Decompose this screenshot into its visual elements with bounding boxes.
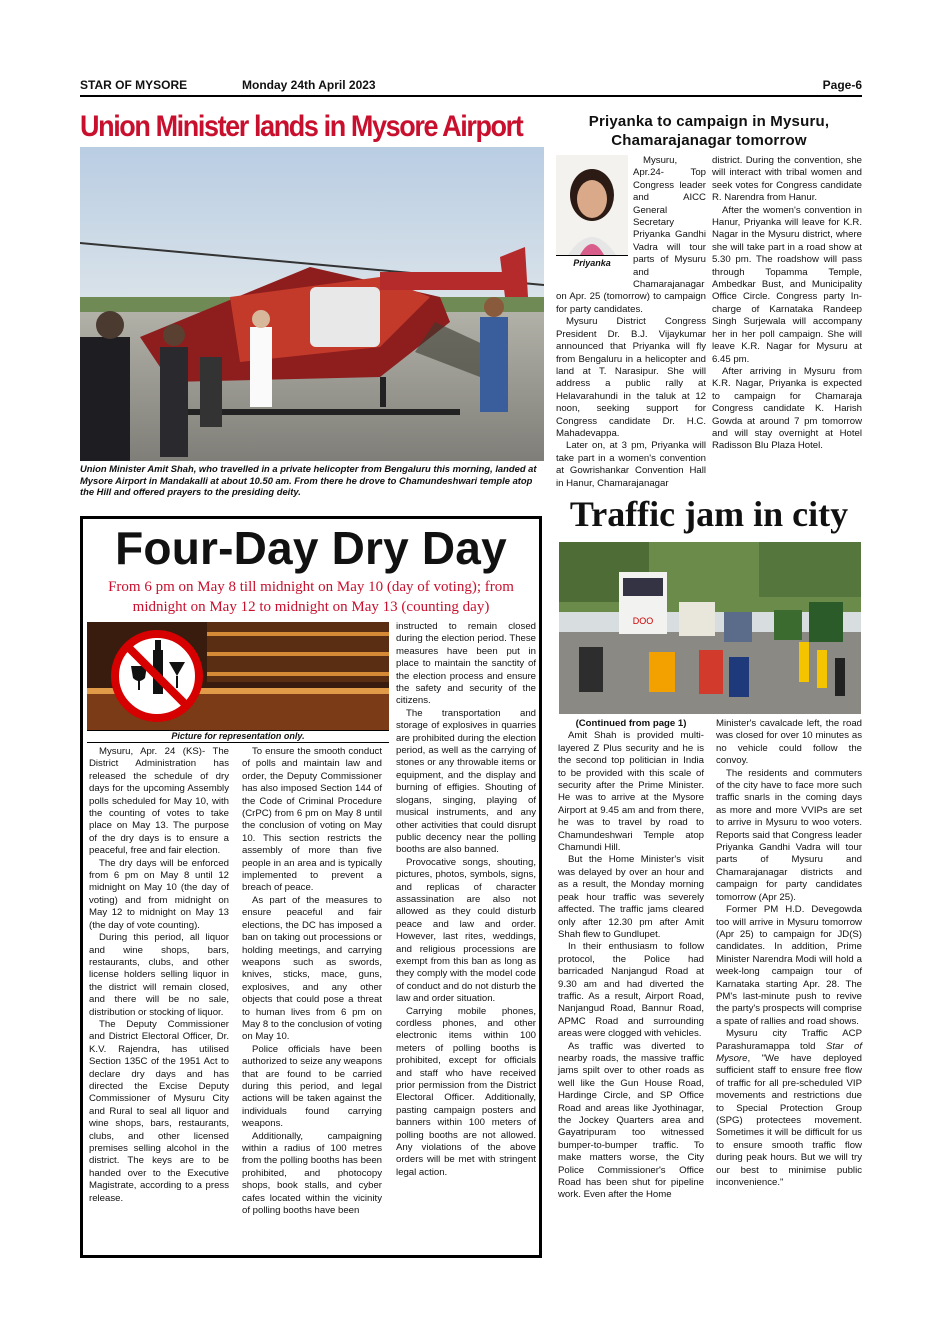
- continued-note: (Continued from page 1): [575, 718, 687, 729]
- dry-col3-para3: Provocative songs, shouting, pictures, photos, symbols, signs, and replicas of character assassination are also not allowed as they could disturb peace and law and order. However, last rites, weddings, and religious processions are exempt from this ban as long as they comply with the model code of conduct and do not disturb the law and order situation.: [396, 856, 536, 1005]
- lead-headline: Union Minister lands in Mysore Airport: [80, 110, 523, 143]
- dry-col2-para3: Police officials have been authorized to seize any weapons that are found to be carried during this period, and legal actions will be taken against the individuals found carrying weapons.: [242, 1043, 382, 1130]
- priyanka-headline-line2: Chamarajanagar tomorrow: [611, 132, 807, 149]
- dry-col1-para2: The dry days will be enforced from 6 pm on May 8 until 12 midnight on May 10 (the day of voting) and from midnight on May 12 to midnight on May 13 (the day of vote counting).: [89, 857, 229, 931]
- priyanka-headline: [556, 112, 862, 150]
- traffic-photo: [559, 542, 861, 714]
- priyanka-portrait: [556, 155, 628, 255]
- traffic-col1-para1: Amit Shah is provided multi-layered Z Plus security and he is the second top politician in India to be provided with this scale of security after the Prime Minister. He was to arrive at the Mysore Airport at 9.45 am and from there, he was to travel by road to Chamundeshwari Temple atop Chamundi Hill.: [558, 730, 704, 854]
- dry-col1-para3: During this period, all liquor and wine shops, bars, restaurants, clubs, and other license holders selling liquor in the district will remain closed, and there will be no sale, distribution or stocking of liquor.: [89, 932, 229, 1018]
- dry-day-col-2: [242, 746, 382, 1217]
- priyanka-col1-para2: Mysuru District Congress President Dr. B.J. Vijaykumar announced that Priyanka will fly from Bengaluru in a helicopter and land at T. Narasipur. She will address a public rally at Helavarahundi in the taluk at 12 noon, seeking support for Congress candidate Dr. H.C. Mahadevappa.: [556, 316, 706, 439]
- traffic-col2-para3: Former PM H.D. Devegowda too will arrive in Mysuru tomorrow (Apr 25) to campaign for JD(S) candidates. In addition, Prime Minister Narendra Modi will hold a week-long campaign tour of Karnataka starting Apr. 28. The PM's last-minute push to revive the party's prospects will comprise a spate of rallies and road shows.: [716, 904, 862, 1027]
- priyanka-col-2: [712, 155, 862, 453]
- priyanka-col2-para3: After arriving in Mysuru from K.R. Nagar, Priyanka is expected to campaign for Chamaraja Congress candidate K. Harish Gowda at around 7 pm tomorrow and will stay overnight at Hotel Radisson Blu Plaza Hotel.: [712, 365, 862, 452]
- traffic-headline: Traffic jam in city: [569, 494, 849, 534]
- traffic-quote-lead: Mysuru city Traffic ACP Parashuramappa told: [716, 1028, 862, 1052]
- lead-caption: Union Minister Amit Shah, who travelled in a private helicopter from Bengaluru this morning, landed at Mysore Airport in Mandakalli at about 10.50 am. From there he drove to Chamundeshwari temple atop the Hill and offered prayers to the presiding deity.: [80, 463, 537, 498]
- traffic-col2-para2: The residents and commuters of the city have to face more such traffic snarls in the coming days as more and more VVIPs are set to arrive in Mysuru to woo voters. Reports said that Congress leader Priyanka Gandhi Vadra will tour parts of Mysuru and Chamarajanagar districts and campaign for party candidates tomorrow (Apr 25).: [716, 767, 862, 903]
- traffic-quote: , "We have deployed sufficient staff to ensure free flow of traffic for all pre-scheduled VIP movements and restrictions due to Special Protection Group (SPG) protectees movement. Sometimes it will be difficult for us to ensure smooth traffic flow during peak hours. But we will try our best to minimise public inconvenience.": [716, 1052, 862, 1189]
- dry-col3-para4: Carrying mobile phones, cordless phones, and other electronic items within 100 meters of polling booths is prohibited, except for officials and staff who have received prior permission from the District Electoral Officer. Additionally, pasting campaign posters and banners within 100 meters of polling booths are not allowed. Any violations of the above orders will be met with stringent legal action.: [396, 1005, 536, 1178]
- bus-sign: DOO: [632, 616, 654, 626]
- traffic-col1-para3: In their enthusiasm to follow protocol, the Police had barricaded Nanjangud Road at 9.30 am and had diverted the traffic. As a result, Airport Road, Nanjangud Road, Bannur Road, APMC Road and surrounding areas were clogged with vehicles.: [558, 941, 704, 1040]
- priyanka-col2-para2: After the women's convention in Hanur, Priyanka will leave for K.R. Nagar in the Mysuru district, where she will take part in a road show at 5.30 pm. The roadshow will pass through Topamma Temple, Ambedkar Bust, and Municipality Office Circle. Congress party In-charge of Karnataka Randeep Singh Surjewala will accompany her in her poll campaign. She will leave K.R. Nagar for Mysuru at 6.45 pm.: [712, 204, 862, 365]
- dry-col2-para1: To ensure the smooth conduct of polls and maintain law and order, the Deputy Commissioner has also imposed Section 144 of the Code of Criminal Procedure (CrPC) from 6 pm on May 8 until the conclusion of voting on May 10. This section restricts the assembly of more than five people in an area and is typically implemented to prevent a breach of peace.: [242, 746, 382, 894]
- priyanka-photo-box: [556, 155, 628, 279]
- header-rule: [80, 95, 862, 97]
- priyanka-photo-caption: Priyanka: [556, 255, 628, 269]
- traffic-col2-para4: [716, 1028, 862, 1189]
- dry-col2-para2: As part of the measures to ensure peaceful and fair elections, the DC has imposed a ban on taking out processions or holding meetings, and carrying weapons such as swords, knives, sticks, mace, guns, explosives, and any other objects that could pose a threat to human lives from 6 pm on May 8 to the conclusion of voting on May 10.: [242, 894, 382, 1043]
- traffic-col1-para4: As traffic was diverted to nearby roads, the massive traffic jams spilt over to other roads as well like the Gun House Road, Hardinge Circle, and SP Office Road and areas like Jyothinagar, the Jockey Quarters area and Gayatripuram too witnessed bumper-to-bumper traffic. To make matters worse, the City Police Commissioner's Office Road has been shut for pipeline work. Even after the Home: [558, 1040, 704, 1201]
- dry-col2-para4: Additionally, campaigning within a radius of 100 metres from the polling booths has been prohibited, and photocopy shops, book stalls, and cyber cafes located within the vicinity of polling booths have been: [242, 1130, 382, 1217]
- dry-col3-para2: The transportation and storage of explosives in quarries are prohibited during the election period, as well as the carrying of stones or any throwable items or equipment, and the display and burning of effigies. Shouting of slogans, singing, playing of musical instruments, and any other activities that could disrupt public decency near the polling booths are also banned.: [396, 707, 536, 856]
- bar-photo: [87, 622, 389, 730]
- bar-photo-caption: Picture for representation only.: [87, 730, 389, 743]
- priyanka-col-1: [556, 155, 706, 490]
- helicopter-photo: [80, 147, 544, 461]
- dry-col1-para4: The Deputy Commissioner and District Electoral Officer, Dr. K.V. Rajendra, has utilised Section 135C of the 1951 Act to declare dry days and has directed the Excise Deputy Commissioner of Mysuru City and Rural to seal all liquor and wine shops, bars, restaurants, clubs, and other licensed premises selling alcohol in the district. The keys are to be handed over to the Executive Magistrate, according to a press release.: [89, 1018, 229, 1204]
- traffic-col-1: [558, 718, 704, 1202]
- dry-day-col-1: [89, 746, 229, 1205]
- traffic-col-2: [716, 718, 862, 1189]
- newspaper-name: STAR OF MYSORE: [80, 78, 188, 92]
- person-in-white: [250, 327, 272, 407]
- page-number: Page-6: [822, 78, 862, 92]
- dry-day-col-3: [396, 621, 536, 1179]
- priyanka-col2-para1: district. During the convention, she will interact with tribal women and seek votes for Congress candidate R. Narendra from Hanur.: [712, 155, 862, 204]
- newspaper-name-italic: Star of Mysore: [716, 1040, 862, 1064]
- priyanka-col1-para1: Mysuru, Apr.24- Top Congress leader and AICC General Secretary Priyanka Gandhi Vadra will tour parts of Mysuru and Chamarajanagar on Apr. 25 (tomorrow) to campaign for party candidates.: [556, 155, 706, 315]
- traffic-col2-para1: Minister's cavalcade left, the road was closed for over 10 minutes as no vehicle could follow the convoy.: [716, 718, 862, 767]
- dry-col1-para1: Mysuru, Apr. 24 (KS)- The District Administration has released the schedule of dry days for the upcoming Assembly polls scheduled for May 10, with the counting of votes to take place on May 13. The purpose of the dry days is to ensure a peaceful, free and fair election.: [89, 746, 229, 857]
- dry-day-headline: Four-Day Dry Day: [115, 522, 507, 574]
- page-header: [80, 78, 862, 94]
- issue-date: Monday 24th April 2023: [242, 78, 376, 92]
- traffic-col1-para2: But the Home Minister's visit was delayed by over an hour and as a result, the Monday morning peak hour traffic was severely affected. The traffic jams cleared only after 12.30 pm after Amit Shah flew to Gundlupet.: [558, 854, 704, 940]
- dry-day-subhead: From 6 pm on May 8 till midnight on May 10 (day of voting); from midnight on May 12 to midnight on May 13 (counting day): [108, 579, 514, 615]
- priyanka-col1-para3: Later on, at 3 pm, Priyanka will take part in a women's convention at Gowrishankar Convention Hall in Hanur, Chamarajanagar: [556, 440, 706, 489]
- priyanka-headline-line1: Priyanka to campaign in Mysuru,: [588, 113, 830, 130]
- dry-col3-para1: instructed to remain closed during the election period. These measures have been put in place to maintain the sanctity of the election process and ensure the safety and security of the citizens.: [396, 621, 536, 707]
